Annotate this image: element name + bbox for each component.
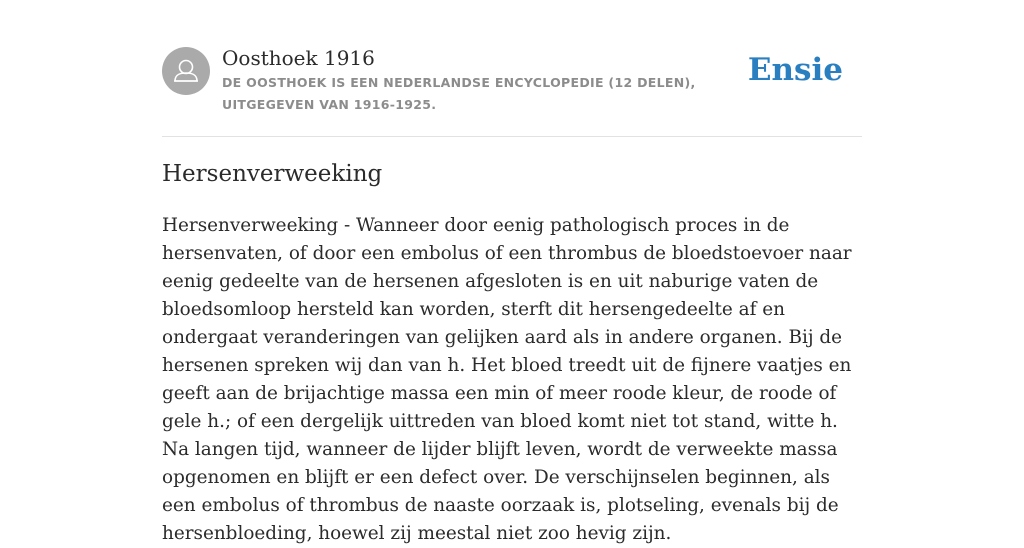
source-header bbox=[162, 40, 862, 137]
user-icon bbox=[162, 47, 210, 95]
article-title: Hersenverweeking bbox=[162, 161, 383, 187]
article-body: Hersenverweeking - Wanneer door eenig pathologisch proces in de hersenvaten, of door een embolus of een thrombus de bloedstoevoer naar eenig gedeelte van de hersenen afgesloten is en uit naburige vaten de bloedsomloop hersteld kan worden, sterft dit hersengedeelte af en ondergaat veranderingen van gelijken aard als in andere organen. Bij de hersenen spreken wij dan van h. Het bloed treedt uit de fijnere vaatjes en geeft aan de brijachtige massa een min of meer roode kleur, de roode of gele h.; of een dergelijk uittreden van bloed komt niet tot stand, witte h. Na langen tijd, wanneer de lijder blijft leven, wordt de verweekte massa opgenomen en blijft er een defect over. De verschijnselen beginnen, als een embolus of thrombus de naaste oorzaak is, plotseling, evenals bij de hersenbloeding, hoewel zij meestal niet zoo hevig zijn. bbox=[162, 215, 852, 544]
source-title[interactable]: Oosthoek 1916 bbox=[222, 46, 375, 70]
brand-logo[interactable]: Ensie bbox=[747, 52, 843, 88]
source-description: DE OOSTHOEK IS EEN NEDERLANDSE ENCYCLOPEDIE (12 DELEN), UITGEGEVEN VAN 1916-1925. bbox=[222, 75, 696, 112]
source-avatar[interactable] bbox=[162, 47, 210, 95]
